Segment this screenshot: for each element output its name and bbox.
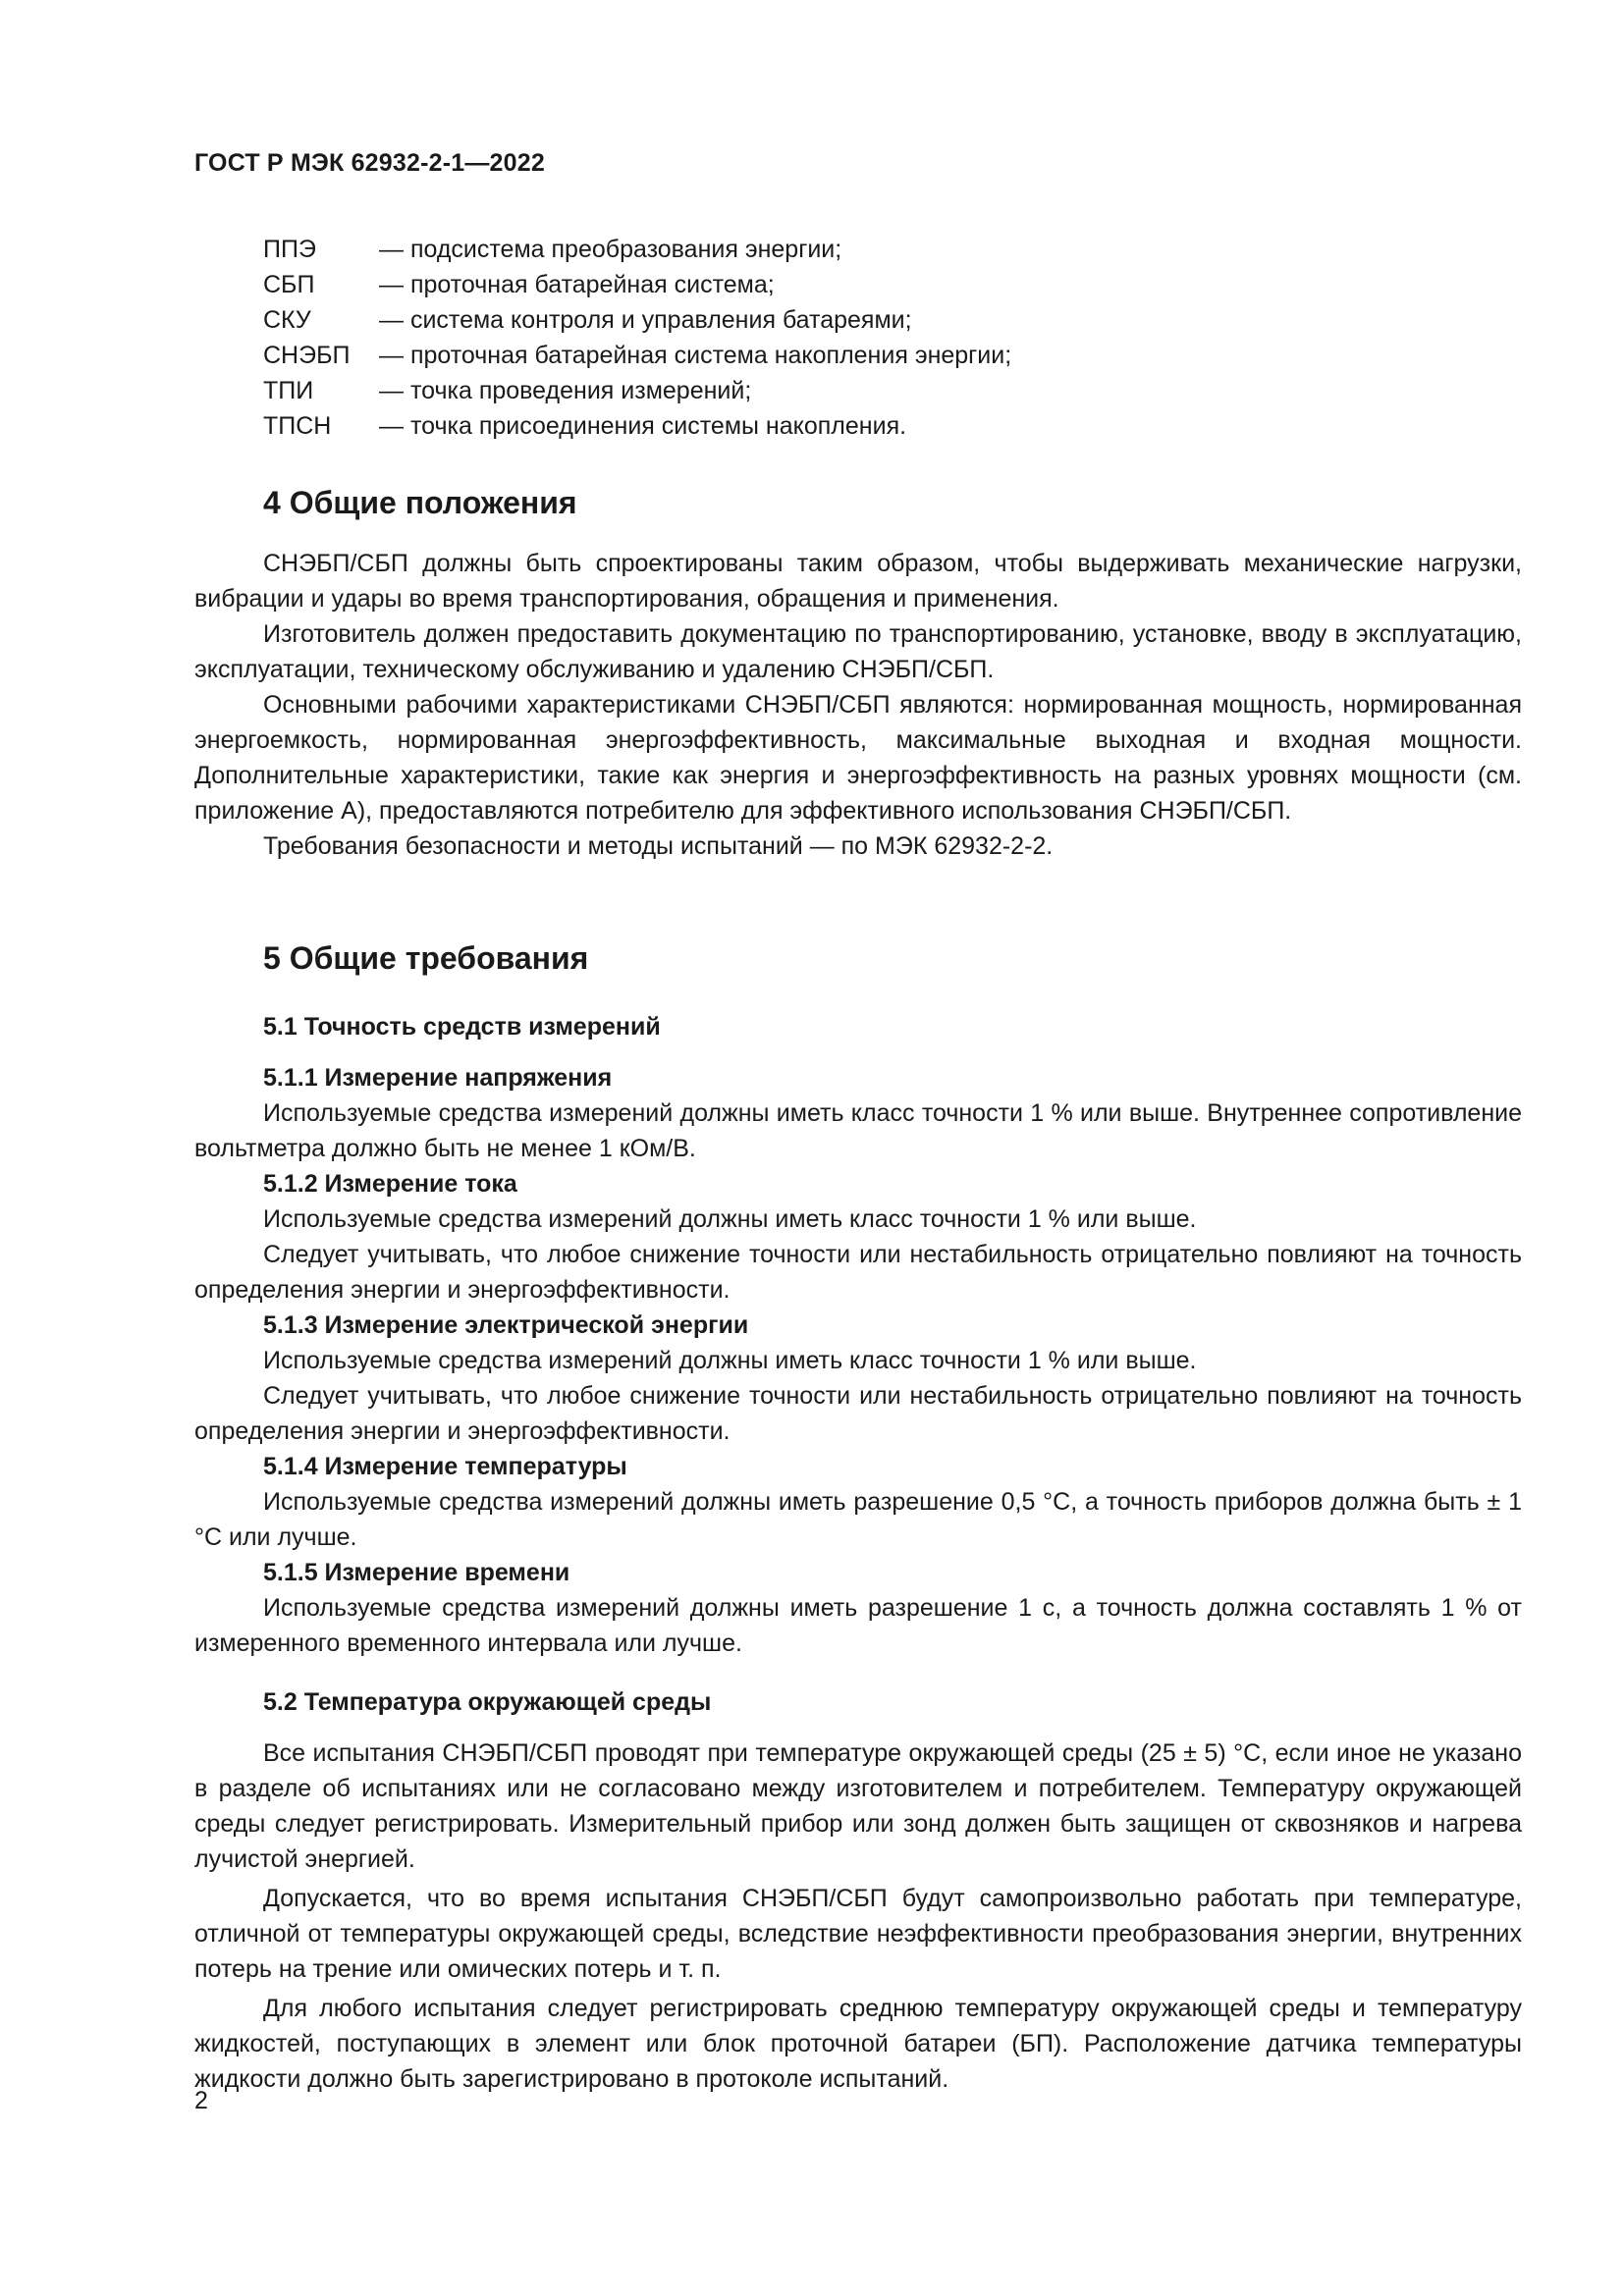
abbreviation-row xyxy=(263,232,1011,267)
subsection-5-1-title: 5.1 Точность средств измерений xyxy=(263,1013,661,1041)
abbreviation-row xyxy=(263,338,1011,373)
paragraph: Основными рабочими характеристиками СНЭБП/СБП являются: нормированная мощность, нормированная энергоемкость, нормированная энергоэффективность, максимальные выходная и входная мощности. Дополнительные характеристики, такие как энергия и энергоэффективность на разных уровнях мощности (см. приложение А), предоставляются потребителю для эффективного использования СНЭБП/СБП. xyxy=(194,691,1522,825)
paragraph: Используемые средства измерений должны иметь разрешение 1 с, а точность должна составлять 1 % от измеренного временного интервала или лучше. xyxy=(194,1594,1522,1657)
abbreviation-term: СБП xyxy=(263,271,315,298)
item-title-5-1-1: 5.1.1 Измерение напряжения xyxy=(263,1064,613,1092)
subsection-5-2-title: 5.2 Температура окружающей среды xyxy=(263,1688,712,1716)
paragraph: Требования безопасности и методы испытаний — по МЭК 62932-2-2. xyxy=(263,832,1054,860)
item-title-5-1-4: 5.1.4 Измерение температуры xyxy=(263,1453,627,1480)
paragraph: Используемые средства измерений должны иметь класс точности 1 % или выше. xyxy=(263,1347,1197,1374)
abbreviation-term: ТПИ xyxy=(263,377,314,404)
section-4-body xyxy=(194,546,1522,864)
paragraph: Используемые средства измерений должны иметь класс точности 1 % или выше. xyxy=(263,1205,1197,1233)
abbreviation-definition: — точка проведения измерений; xyxy=(379,377,752,404)
abbreviation-term: ППЭ xyxy=(263,236,316,263)
abbreviations-list xyxy=(263,232,1011,444)
abbreviation-definition: — проточная батарейная система; xyxy=(379,271,775,298)
abbreviation-term: СКУ xyxy=(263,306,311,334)
paragraph: Используемые средства измерений должны иметь класс точности 1 % или выше. Внутреннее сопротивление вольтметра должно быть не менее 1 кОм/В. xyxy=(194,1099,1522,1162)
abbreviation-row xyxy=(263,302,1011,338)
abbreviation-term: ТПСН xyxy=(263,412,332,440)
paragraph: Все испытания СНЭБП/СБП проводят при температуре окружающей среды (25 ± 5) °C, если иное не указано в разделе об испытаниях или не согласовано между изготовителем и потребителем. Температуру окружающей среды следует регистрировать. Измерительный прибор или зонд должен быть защищен от сквозняков и нагрева лучистой энергией. xyxy=(194,1739,1522,1873)
page-number: 2 xyxy=(194,2087,208,2114)
abbreviation-definition: — точка присоединения системы накопления. xyxy=(379,412,907,440)
paragraph: Допускается, что во время испытания СНЭБП/СБП будут самопроизвольно работать при температуре, отличной от температуры окружающей среды, вследствие неэффективности преобразования энергии, внутренних потерь на трение или омических потерь и т. п. xyxy=(194,1885,1522,1983)
subsection-5-1-body xyxy=(194,1060,1522,1661)
abbreviation-term: СНЭБП xyxy=(263,342,351,369)
abbreviation-row xyxy=(263,408,1011,444)
paragraph: Следует учитывать, что любое снижение точности или нестабильность отрицательно повлияют на точность определения энергии и энергоэффективности. xyxy=(194,1382,1522,1445)
paragraph: Изготовитель должен предоставить документацию по транспортированию, установке, вводу в эксплуатацию, эксплуатации, техническому обслуживанию и удалению СНЭБП/СБП. xyxy=(194,620,1522,683)
paragraph: Для любого испытания следует регистрировать среднюю температуру окружающей среды и температуру жидкостей, поступающих в элемент или блок проточной батареи (БП). Расположение датчика температуры жидкости должно быть зарегистрировано в протоколе испытаний. xyxy=(194,1995,1522,2093)
item-title-5-1-5: 5.1.5 Измерение времени xyxy=(263,1559,570,1586)
standard-header: ГОСТ Р МЭК 62932-2-1—2022 xyxy=(194,149,545,177)
abbreviation-row xyxy=(263,373,1011,408)
item-title-5-1-2: 5.1.2 Измерение тока xyxy=(263,1170,517,1198)
item-title-5-1-3: 5.1.3 Измерение электрической энергии xyxy=(263,1311,749,1339)
abbreviation-definition: — подсистема преобразования энергии; xyxy=(379,236,842,263)
abbreviation-definition: — система контроля и управления батареями; xyxy=(379,306,912,334)
abbreviation-row xyxy=(263,267,1011,302)
paragraph: СНЭБП/СБП должны быть спроектированы таким образом, чтобы выдерживать механические нагрузки, вибрации и удары во время транспортирования, обращения и применения. xyxy=(194,550,1522,613)
section-5-title: 5 Общие требования xyxy=(263,940,589,976)
subsection-5-2-body xyxy=(194,1735,1522,2097)
paragraph: Используемые средства измерений должны иметь разрешение 0,5 °C, а точность приборов должна быть ± 1 °C или лучше. xyxy=(194,1488,1522,1551)
abbreviation-definition: — проточная батарейная система накопления энергии; xyxy=(379,342,1012,369)
paragraph: Следует учитывать, что любое снижение точности или нестабильность отрицательно повлияют на точность определения энергии и энергоэффективности. xyxy=(194,1241,1522,1304)
section-4-title: 4 Общие положения xyxy=(263,485,577,520)
